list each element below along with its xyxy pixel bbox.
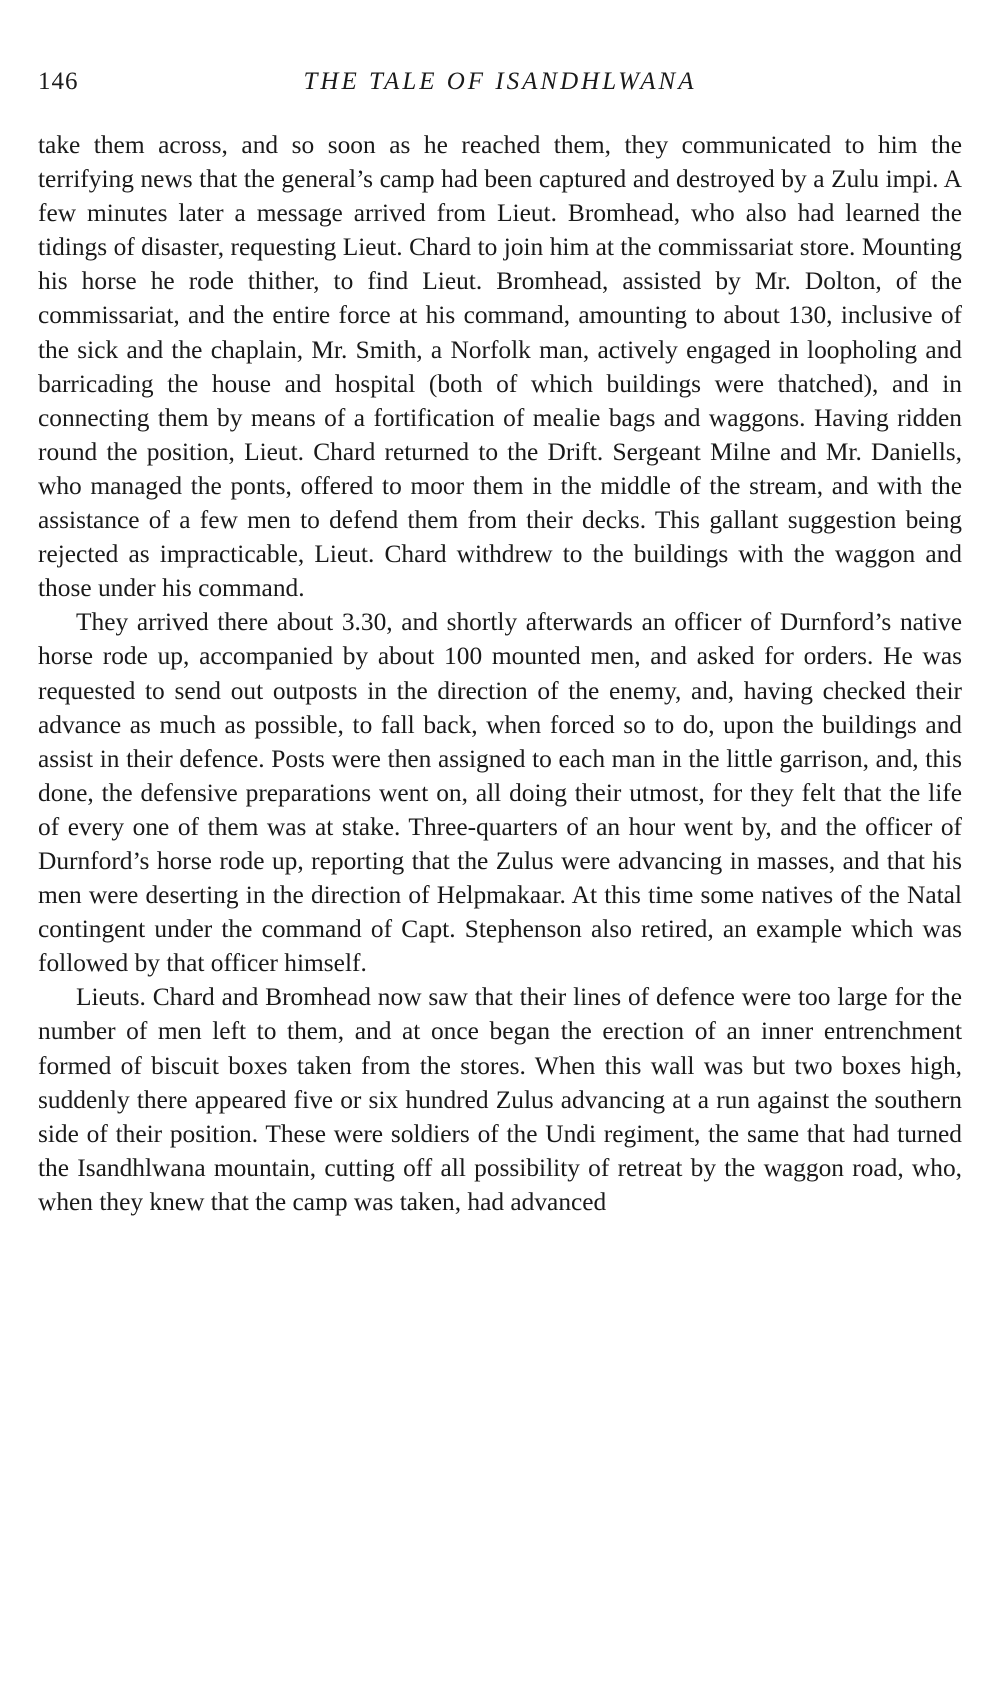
running-head: [38, 60, 962, 100]
page-number: 146: [38, 68, 79, 95]
body-text: [38, 128, 962, 1219]
paragraph-1: take them across, and so soon as he reached them, they communicated to him the terrifying news that the general’s camp had been captured and destroyed by a Zulu impi. A few minutes later a message arrived from Lieut. Bromhead, who also had learned the tidings of disaster, requesting Lieut. Chard to join him at the commissariat store. Mounting his horse he rode thither, to find Lieut. Bromhead, assisted by Mr. Dolton, of the commissariat, and the entire force at his command, amounting to about 130, inclusive of the sick and the chaplain, Mr. Smith, a Norfolk man, actively engaged in loopholing and barricading the house and hospital (both of which buildings were thatched), and in connecting them by means of a fortification of mealie bags and waggons. Having ridden round the position, Lieut. Chard returned to the Drift. Sergeant Milne and Mr. Daniells, who managed the ponts, offered to moor them in the middle of the stream, and with the assistance of a few men to defend them from their decks. This gallant suggestion being rejected as impracticable, Lieut. Chard withdrew to the buildings with the waggon and those under his command.: [38, 131, 962, 603]
book-page: [38, 60, 962, 1219]
paragraph-3: Lieuts. Chard and Bromhead now saw that their lines of defence were too large for the number of men left to them, and at once began the erection of an inner entrenchment formed of biscuit boxes taken from the stores. When this wall was but two boxes high, suddenly there appeared five or six hundred Zulus advancing at a run against the southern side of their position. These were soldiers of the Undi regiment, the same that had turned the Isandhlwana mountain, cutting off all possibility of retreat by the waggon road, who, when they knew that the camp was taken, had advanced: [38, 983, 962, 1216]
running-title: THE TALE OF ISANDHLWANA: [303, 68, 697, 95]
paragraph-2: They arrived there about 3.30, and shortly afterwards an officer of Durnford’s native horse rode up, accompanied by about 100 mounted men, and asked for orders. He was requested to send out outposts in the direction of the enemy, and, having checked their advance as much as possible, to fall back, when forced so to do, upon the buildings and assist in their defence. Posts were then assigned to each man in the little garrison, and, this done, the defensive preparations went on, all doing their utmost, for they felt that the life of every one of them was at stake. Three-quarters of an hour went by, and the officer of Durnford’s horse rode up, reporting that the Zulus were advancing in masses, and that his men were deserting in the direction of Helpmakaar. At this time some natives of the Natal contingent under the command of Capt. Stephenson also retired, an example which was followed by that officer himself.: [38, 608, 962, 978]
